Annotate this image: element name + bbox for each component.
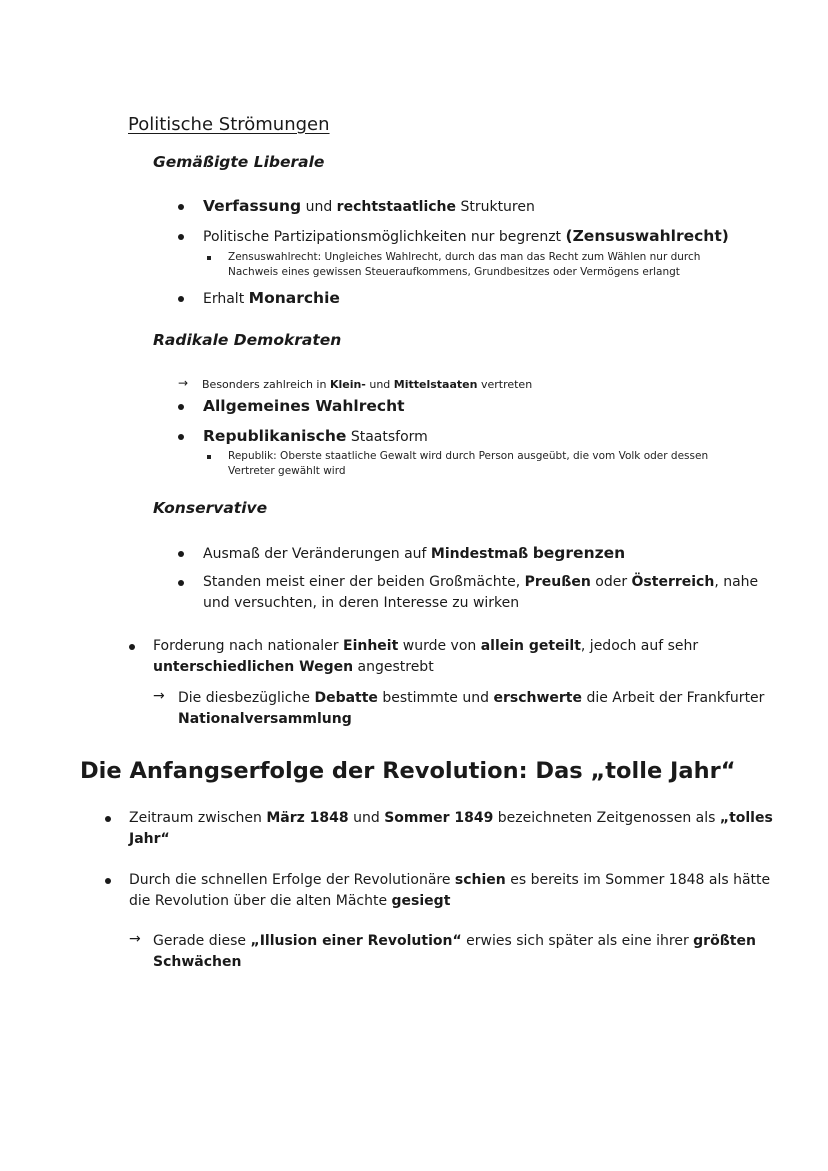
list-item: Durch die schnellen Erfolge der Revolutionäre schien es bereits im Sommer 1848 als hätte die Revolution über die alten Mächte gesiegt	[129, 872, 771, 909]
arrow-icon: →	[178, 376, 189, 390]
list-item: Forderung nach nationaler Einheit wurde von allein geteilt, jedoch auf sehr unterschiedlichen Wegen angestrebt	[153, 638, 699, 675]
list-item: Republikanische Staatsform	[203, 427, 428, 445]
heading-konservative: Konservative	[153, 499, 268, 517]
heading-demokraten: Radikale Demokraten	[153, 331, 342, 349]
sub-note-republik: Republik: Oberste staatliche Gewalt wird durch Person ausgeübt, die vom Volk oder dessen Vertreter gewählt wird	[228, 450, 709, 477]
arrow-icon: →	[129, 931, 141, 947]
section-title-2: Die Anfangserfolge der Revolution: Das „tolle Jahr“	[80, 758, 736, 784]
bullet-dot	[178, 234, 184, 240]
bullet-dot	[105, 878, 111, 884]
list-item: Allgemeines Wahlrecht	[203, 397, 405, 415]
section-title: Politische Strömungen	[128, 114, 330, 135]
list-item: Erhalt Monarchie	[203, 289, 340, 307]
bullet-dot	[178, 296, 184, 302]
bullet-dot	[178, 434, 184, 440]
arrow-note: Besonders zahlreich in Klein- und Mittelstaaten vertreten	[202, 378, 533, 391]
bullet-dot	[178, 580, 184, 586]
arrow-note: Die diesbezügliche Debatte bestimmte und erschwerte die Arbeit der Frankfurter Nationalversammlung	[178, 690, 765, 727]
bullet-dot	[129, 644, 135, 650]
list-item: Standen meist einer der beiden Großmächte, Preußen oder Österreich, nahe und versuchten, in deren Interesse zu wirken	[203, 574, 759, 611]
bullet-dot	[178, 404, 184, 410]
list-item: Ausmaß der Veränderungen auf Mindestmaß begrenzen	[203, 544, 626, 562]
bullet-dot	[178, 204, 184, 210]
list-item: Politische Partizipationsmöglichkeiten nur begrenzt (Zensuswahlrecht)	[203, 227, 729, 245]
heading-liberale: Gemäßigte Liberale	[153, 153, 325, 171]
bullet-dot	[178, 551, 184, 557]
list-item: Verfassung und rechtstaatliche Strukturen	[203, 197, 535, 215]
list-item: Zeitraum zwischen März 1848 und Sommer 1849 bezeichneten Zeitgenossen als „tolles Jahr“	[129, 810, 773, 847]
arrow-icon: →	[153, 688, 165, 704]
arrow-note: Gerade diese „Illusion einer Revolution“ erwies sich später als eine ihrer größten Schwächen	[153, 933, 756, 970]
bullet-dot	[105, 816, 111, 822]
sub-note-zensus: Zensuswahlrecht: Ungleiches Wahlrecht, durch das man das Recht zum Wählen nur durch Nachweis eines gewissen Steueraufkommens, Grundbesitzes oder Vermögens erlangt	[228, 251, 701, 278]
sub-bullet	[207, 455, 211, 459]
sub-bullet	[207, 256, 211, 260]
